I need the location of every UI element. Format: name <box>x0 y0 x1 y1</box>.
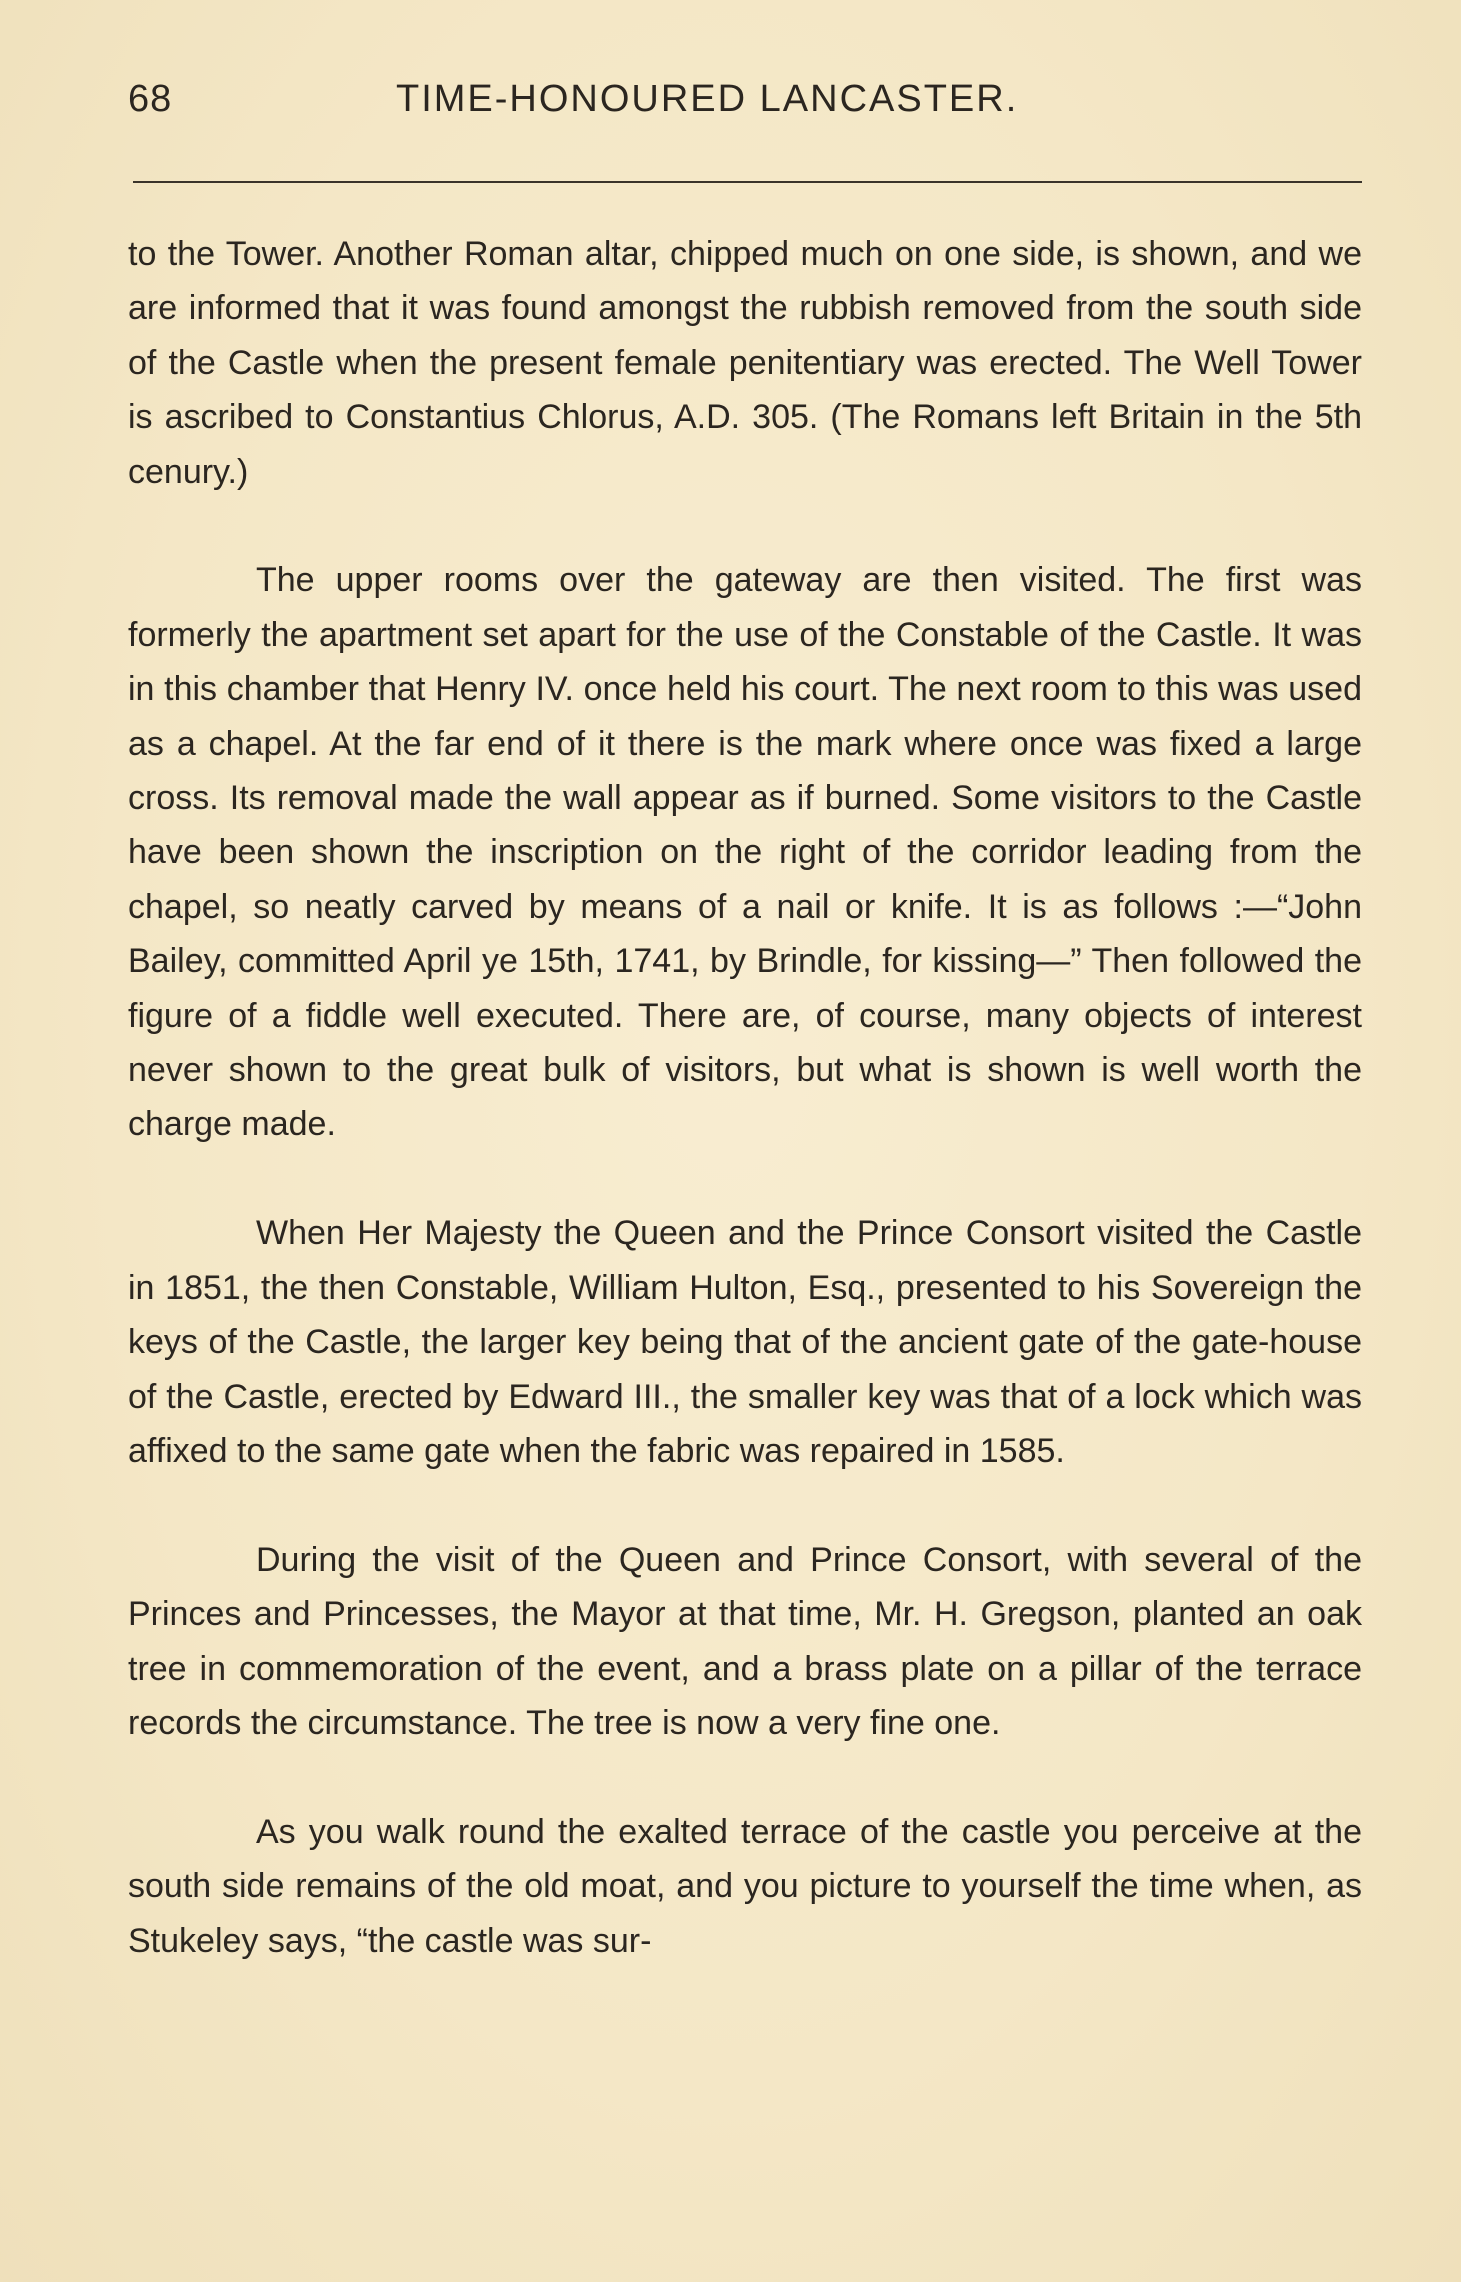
header-rule <box>133 181 1362 183</box>
running-title: TIME-HONOURED LANCASTER. <box>396 78 1019 120</box>
body-text <box>128 227 1362 1968</box>
paragraph-5: As you walk round the exalted terrace of the castle you perceive at the south side remains of the old moat, and you picture to yourself the time when, as Stukeley says, “the castle was sur- <box>128 1812 1362 1960</box>
paragraph-1: to the Tower. Another Roman altar, chipped much on one side, is shown, and we are informed that it was found amongst the rubbish removed from the south side of the Castle when the present female penitentiary was erected. The Well Tower is ascribed to Constantius Chlorus, A.D. 305. (The Romans left Britain in the 5th cenury.) <box>128 235 1362 491</box>
running-head <box>128 78 1362 134</box>
page-number: 68 <box>128 78 173 120</box>
paragraph-3: When Her Majesty the Queen and the Prince Consort visited the Castle in 1851, the then Constable, William Hulton, Esq., presented to his Sovereign the keys of the Castle, the larger key being that of the ancient gate of the gate-house of the Castle, erected by Edward III., the smaller key was that of a lock which was affixed to the same gate when the fabric was repaired in 1585. <box>128 1214 1362 1470</box>
paragraph-2: The upper rooms over the gateway are then visited. The first was formerly the apartment set apart for the use of the Constable of the Castle. It was in this chamber that Henry IV. once held his court. The next room to this was used as a chapel. At the far end of it there is the mark where once was fixed a large cross. Its removal made the wall appear as if burned. Some visitors to the Castle have been shown the inscription on the right of the corridor leading from the chapel, so neatly carved by means of a nail or knife. It is as follows :—“John Bailey, committed April ye 15th, 1741, by Brindle, for kissing—” Then followed the figure of a fiddle well executed. There are, of course, many objects of interest never shown to the great bulk of visitors, but what is shown is well worth the charge made. <box>128 561 1362 1144</box>
paragraph-4: During the visit of the Queen and Prince Consort, with several of the Princes and Princesses, the Mayor at that time, Mr. H. Gregson, planted an oak tree in commemoration of the event, and a brass plate on a pillar of the terrace records the circumstance. The tree is now a very fine one. <box>128 1540 1362 1742</box>
